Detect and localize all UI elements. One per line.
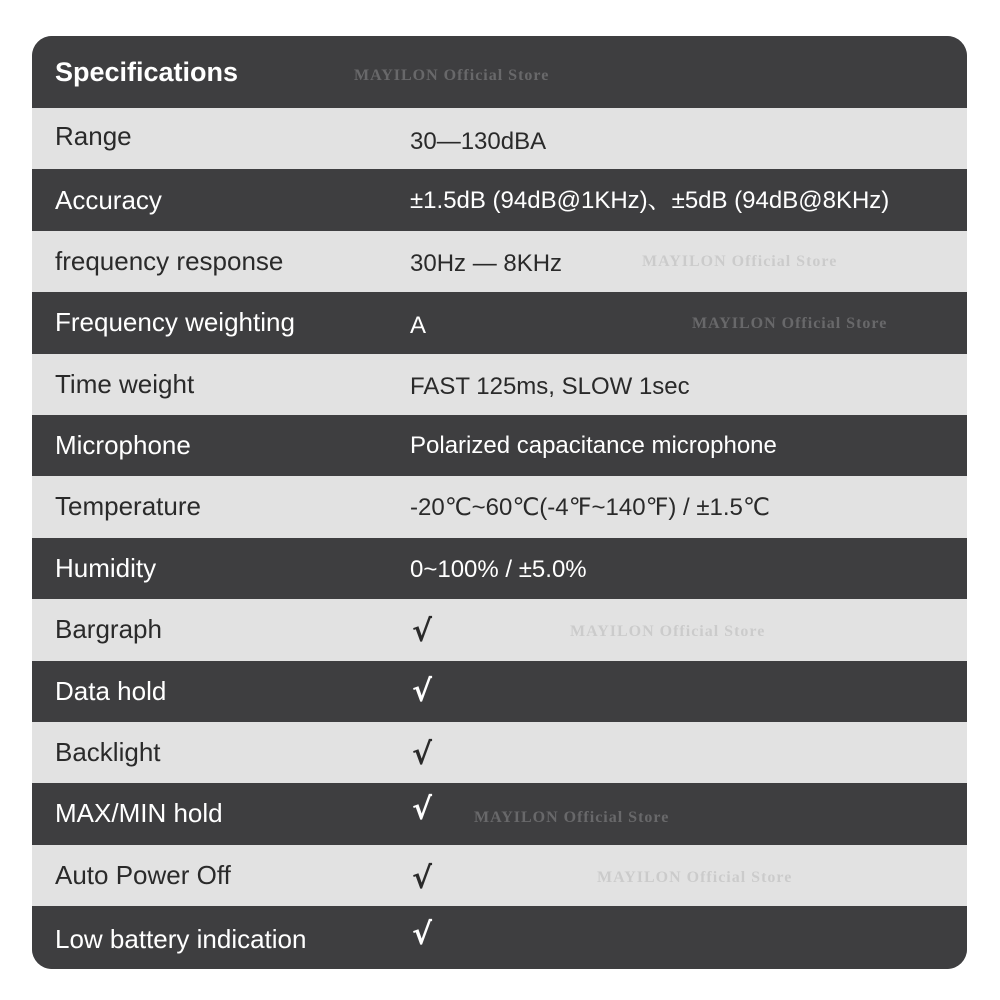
spec-label: Low battery indication	[55, 924, 307, 954]
check-mark-icon: √	[412, 737, 433, 772]
spec-row-microphone	[32, 415, 967, 476]
watermark: MAYILON Official Store	[354, 67, 550, 84]
spec-value: -20℃~60℃(-4℉~140℉) / ±1.5℃	[410, 494, 770, 521]
table-title: Specifications	[55, 57, 239, 87]
spec-value: 30—130dBA	[410, 128, 547, 155]
spec-label: Backlight	[55, 737, 161, 767]
watermark: MAYILON Official Store	[474, 809, 670, 826]
spec-row-humidity	[32, 538, 967, 599]
spec-label: MAX/MIN hold	[55, 798, 223, 828]
table-header	[32, 36, 967, 108]
specifications-table	[32, 36, 967, 969]
spec-label: Bargraph	[55, 614, 162, 644]
spec-value: 0~100% / ±5.0%	[410, 556, 587, 583]
spec-label: Data hold	[55, 676, 167, 706]
spec-row-bargraph	[32, 599, 967, 661]
watermark: MAYILON Official Store	[642, 253, 838, 270]
spec-row-frequency-weighting	[32, 292, 967, 354]
spec-value: Polarized capacitance microphone	[410, 432, 777, 459]
spec-label: frequency response	[55, 246, 284, 276]
spec-label: Microphone	[55, 430, 191, 460]
check-mark-icon: √	[412, 861, 433, 896]
spec-label: Temperature	[55, 491, 201, 521]
check-mark-icon: √	[412, 917, 433, 952]
watermark: MAYILON Official Store	[692, 315, 888, 332]
spec-value: 30Hz — 8KHz	[410, 250, 563, 277]
watermark: MAYILON Official Store	[570, 623, 766, 640]
check-mark-icon: √	[412, 674, 433, 709]
spec-row-low-battery-indication	[32, 906, 967, 969]
check-mark-icon: √	[412, 614, 433, 649]
spec-row-data-hold	[32, 661, 967, 722]
spec-label: Auto Power Off	[55, 860, 231, 890]
spec-label: Time weight	[55, 369, 195, 399]
check-mark-icon: √	[412, 792, 433, 827]
spec-value: A	[410, 312, 427, 339]
spec-row-auto-power-off	[32, 845, 967, 906]
spec-label: Frequency weighting	[55, 307, 295, 337]
spec-row-max-min-hold	[32, 783, 967, 845]
spec-row-time-weight	[32, 354, 967, 415]
watermark: MAYILON Official Store	[597, 869, 793, 886]
spec-value: ±1.5dB (94dB@1KHz)、±5dB (94dB@8KHz)	[410, 187, 890, 214]
spec-label: Humidity	[55, 553, 157, 583]
spec-label: Accuracy	[55, 185, 162, 215]
spec-row-accuracy	[32, 169, 967, 231]
spec-label: Range	[55, 121, 132, 151]
spec-row-range	[32, 108, 967, 169]
spec-row-backlight	[32, 722, 967, 783]
spec-row-frequency-response	[32, 231, 967, 292]
spec-row-temperature	[32, 476, 967, 538]
spec-value: FAST 125ms, SLOW 1sec	[410, 373, 690, 400]
